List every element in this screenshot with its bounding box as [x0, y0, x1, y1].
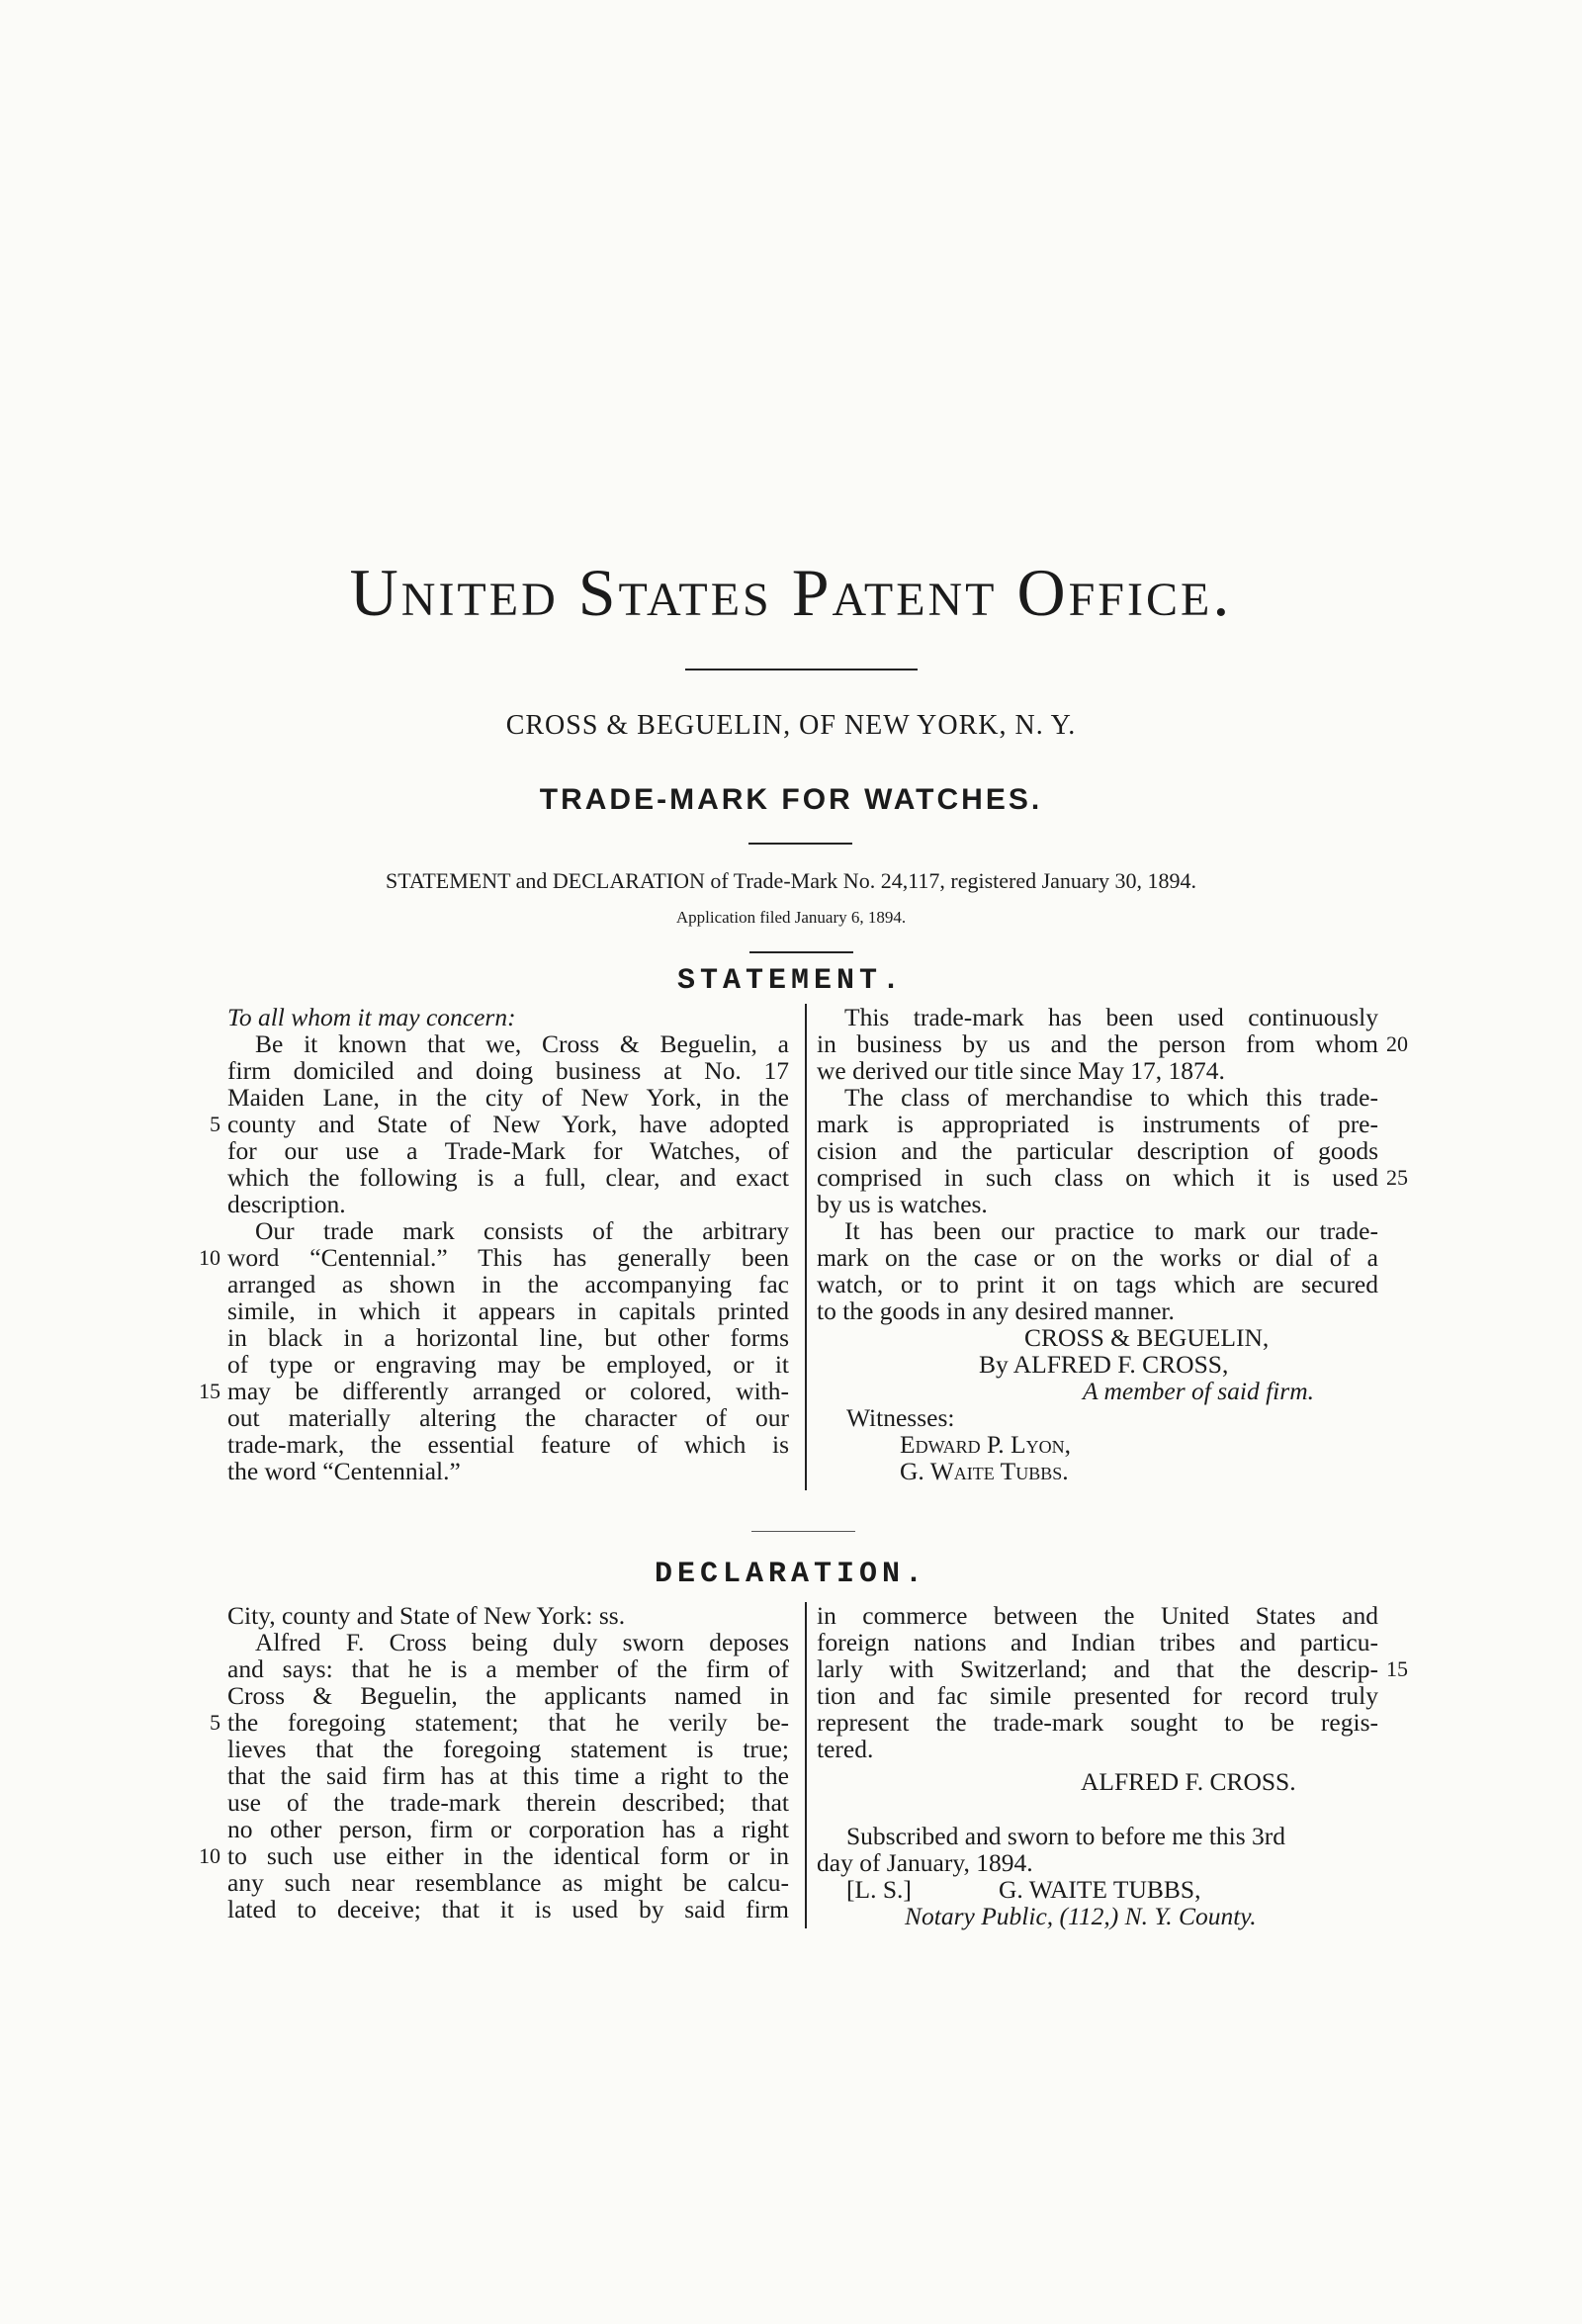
text-line: we derived our title since May 17, 1874.: [817, 1056, 1225, 1085]
firm-line: CROSS & BEGUELIN, OF NEW YORK, N. Y.: [505, 710, 1077, 741]
divider: [748, 843, 852, 845]
line-number: 25: [1386, 1165, 1408, 1190]
declaration-left-column: [227, 1602, 789, 1922]
text-line: for our use a Trade-Mark for Watches, of: [227, 1136, 789, 1165]
text-line: tion and fac simile presented for record truly: [817, 1681, 1378, 1710]
text-line: Maiden Lane, in the city of New York, in the: [227, 1083, 789, 1112]
signature-role: A member of said firm.: [1083, 1377, 1314, 1405]
text-line: simile, in which it appears in capitals printed: [227, 1296, 789, 1325]
line-number: 20: [1386, 1031, 1408, 1056]
text-line: This trade-mark has been used continuously: [844, 1003, 1378, 1031]
text-line: Cross & Beguelin, the applicants named in: [227, 1681, 789, 1710]
witness-name: Edward P. Lyon,: [900, 1430, 1072, 1459]
text-line: may be differently arranged or colored, with-: [227, 1377, 789, 1405]
line-number: 5: [210, 1112, 220, 1136]
text-line: which the following is a full, clear, and exact: [227, 1163, 789, 1192]
column-divider: [805, 1004, 807, 1490]
text-line: county and State of New York, have adopted: [227, 1110, 789, 1138]
statement-right-column: [817, 1004, 1378, 1324]
jurat-line: day of January, 1894.: [817, 1848, 1033, 1877]
declaration-heading: DECLARATION.: [654, 1558, 928, 1591]
seal-mark: [L. S.]: [846, 1875, 912, 1904]
jurat-line: Subscribed and sworn to before me this 3rd: [846, 1822, 1286, 1850]
text-line: comprised in such class on which it is used: [817, 1163, 1378, 1192]
signature-firm: CROSS & BEGUELIN,: [1024, 1323, 1270, 1352]
text-line: mark on the case or on the works or dial of a: [817, 1243, 1378, 1272]
divider: [749, 951, 853, 953]
text-line: to the goods in any desired manner.: [817, 1296, 1175, 1325]
salutation: To all whom it may concern:: [227, 1003, 516, 1031]
text-line: use of the trade-mark therein described; that: [227, 1788, 789, 1817]
text-line: that the said firm has at this time a right to the: [227, 1761, 789, 1790]
line-number: 15: [199, 1379, 220, 1403]
text-line: and says: that he is a member of the firm of: [227, 1654, 789, 1683]
text-line: in commerce between the United States and: [817, 1601, 1378, 1630]
witnesses-label: Witnesses:: [846, 1403, 955, 1432]
text-line: no other person, firm or corporation has a right: [227, 1815, 789, 1843]
text-line: Our trade mark consists of the arbitrary: [255, 1216, 789, 1245]
text-line: The class of merchandise to which this trade-: [844, 1083, 1378, 1112]
divider: [685, 669, 918, 670]
text-line: Alfred F. Cross being duly sworn deposes: [255, 1628, 789, 1656]
text-line: lated to deceive; that it is used by said firm: [227, 1895, 789, 1923]
text-line: the word “Centennial.”: [227, 1457, 461, 1485]
line-number: 10: [199, 1843, 220, 1868]
text-line: tered.: [817, 1735, 874, 1763]
office-title: United States Patent Office.: [349, 555, 1233, 630]
notary-title: Notary Public, (112,) N. Y. County.: [905, 1902, 1257, 1930]
notary-name: G. WAITE TUBBS,: [999, 1875, 1201, 1904]
text-line: any such near resemblance as might be calcu-: [227, 1868, 789, 1897]
text-line: foreign nations and Indian tribes and particu-: [817, 1628, 1378, 1656]
text-line: lieves that the foregoing statement is true;: [227, 1735, 789, 1763]
text-line: Be it known that we, Cross & Beguelin, a: [255, 1029, 789, 1058]
text-line: in black in a horizontal line, but other forms: [227, 1323, 789, 1352]
text-line: by us is watches.: [817, 1190, 988, 1218]
declaration-right-column: [817, 1602, 1378, 1762]
registration-line: STATEMENT and DECLARATION of Trade-Mark No. 24,117, registered January 30, 1894.: [385, 868, 1197, 893]
affiant-signature: ALFRED F. CROSS.: [1081, 1767, 1296, 1796]
text-line: represent the trade-mark sought to be regis-: [817, 1708, 1378, 1737]
column-divider: [805, 1602, 807, 1928]
text-line: description.: [227, 1190, 346, 1218]
text-line: in business by us and the person from whom: [817, 1029, 1378, 1058]
text-line: the foregoing statement; that he verily be-: [227, 1708, 789, 1737]
text-line: to such use either in the identical form or in: [227, 1841, 789, 1870]
divider: [751, 1531, 855, 1532]
application-filed: Application filed January 6, 1894.: [675, 908, 907, 927]
text-line: larly with Switzerland; and that the descrip-: [817, 1654, 1378, 1683]
text-line: arranged as shown in the accompanying fac: [227, 1270, 789, 1298]
line-number: 15: [1386, 1656, 1408, 1681]
text-line: cision and the particular description of goods: [817, 1136, 1378, 1165]
text-line: mark is appropriated is instruments of pre-: [817, 1110, 1378, 1138]
witness-name: G. Waite Tubbs.: [900, 1457, 1069, 1485]
text-line: word “Centennial.” This has generally been: [227, 1243, 789, 1272]
text-line: of type or engraving may be employed, or it: [227, 1350, 789, 1379]
statement-left-column: [227, 1004, 789, 1484]
statement-heading: STATEMENT.: [676, 964, 906, 998]
text-line: It has been our practice to mark our trade-: [844, 1216, 1378, 1245]
line-number: 5: [210, 1710, 220, 1735]
text-line: watch, or to print it on tags which are secured: [817, 1270, 1378, 1298]
text-line: out materially altering the character of our: [227, 1403, 789, 1432]
text-line: City, county and State of New York: ss.: [227, 1601, 626, 1630]
text-line: firm domiciled and doing business at No. 17: [227, 1056, 789, 1085]
text-line: trade-mark, the essential feature of which is: [227, 1430, 789, 1459]
trademark-heading: TRADE-MARK FOR WATCHES.: [539, 783, 1043, 816]
line-number: 10: [199, 1245, 220, 1270]
signature-by: By ALFRED F. CROSS,: [979, 1350, 1229, 1379]
